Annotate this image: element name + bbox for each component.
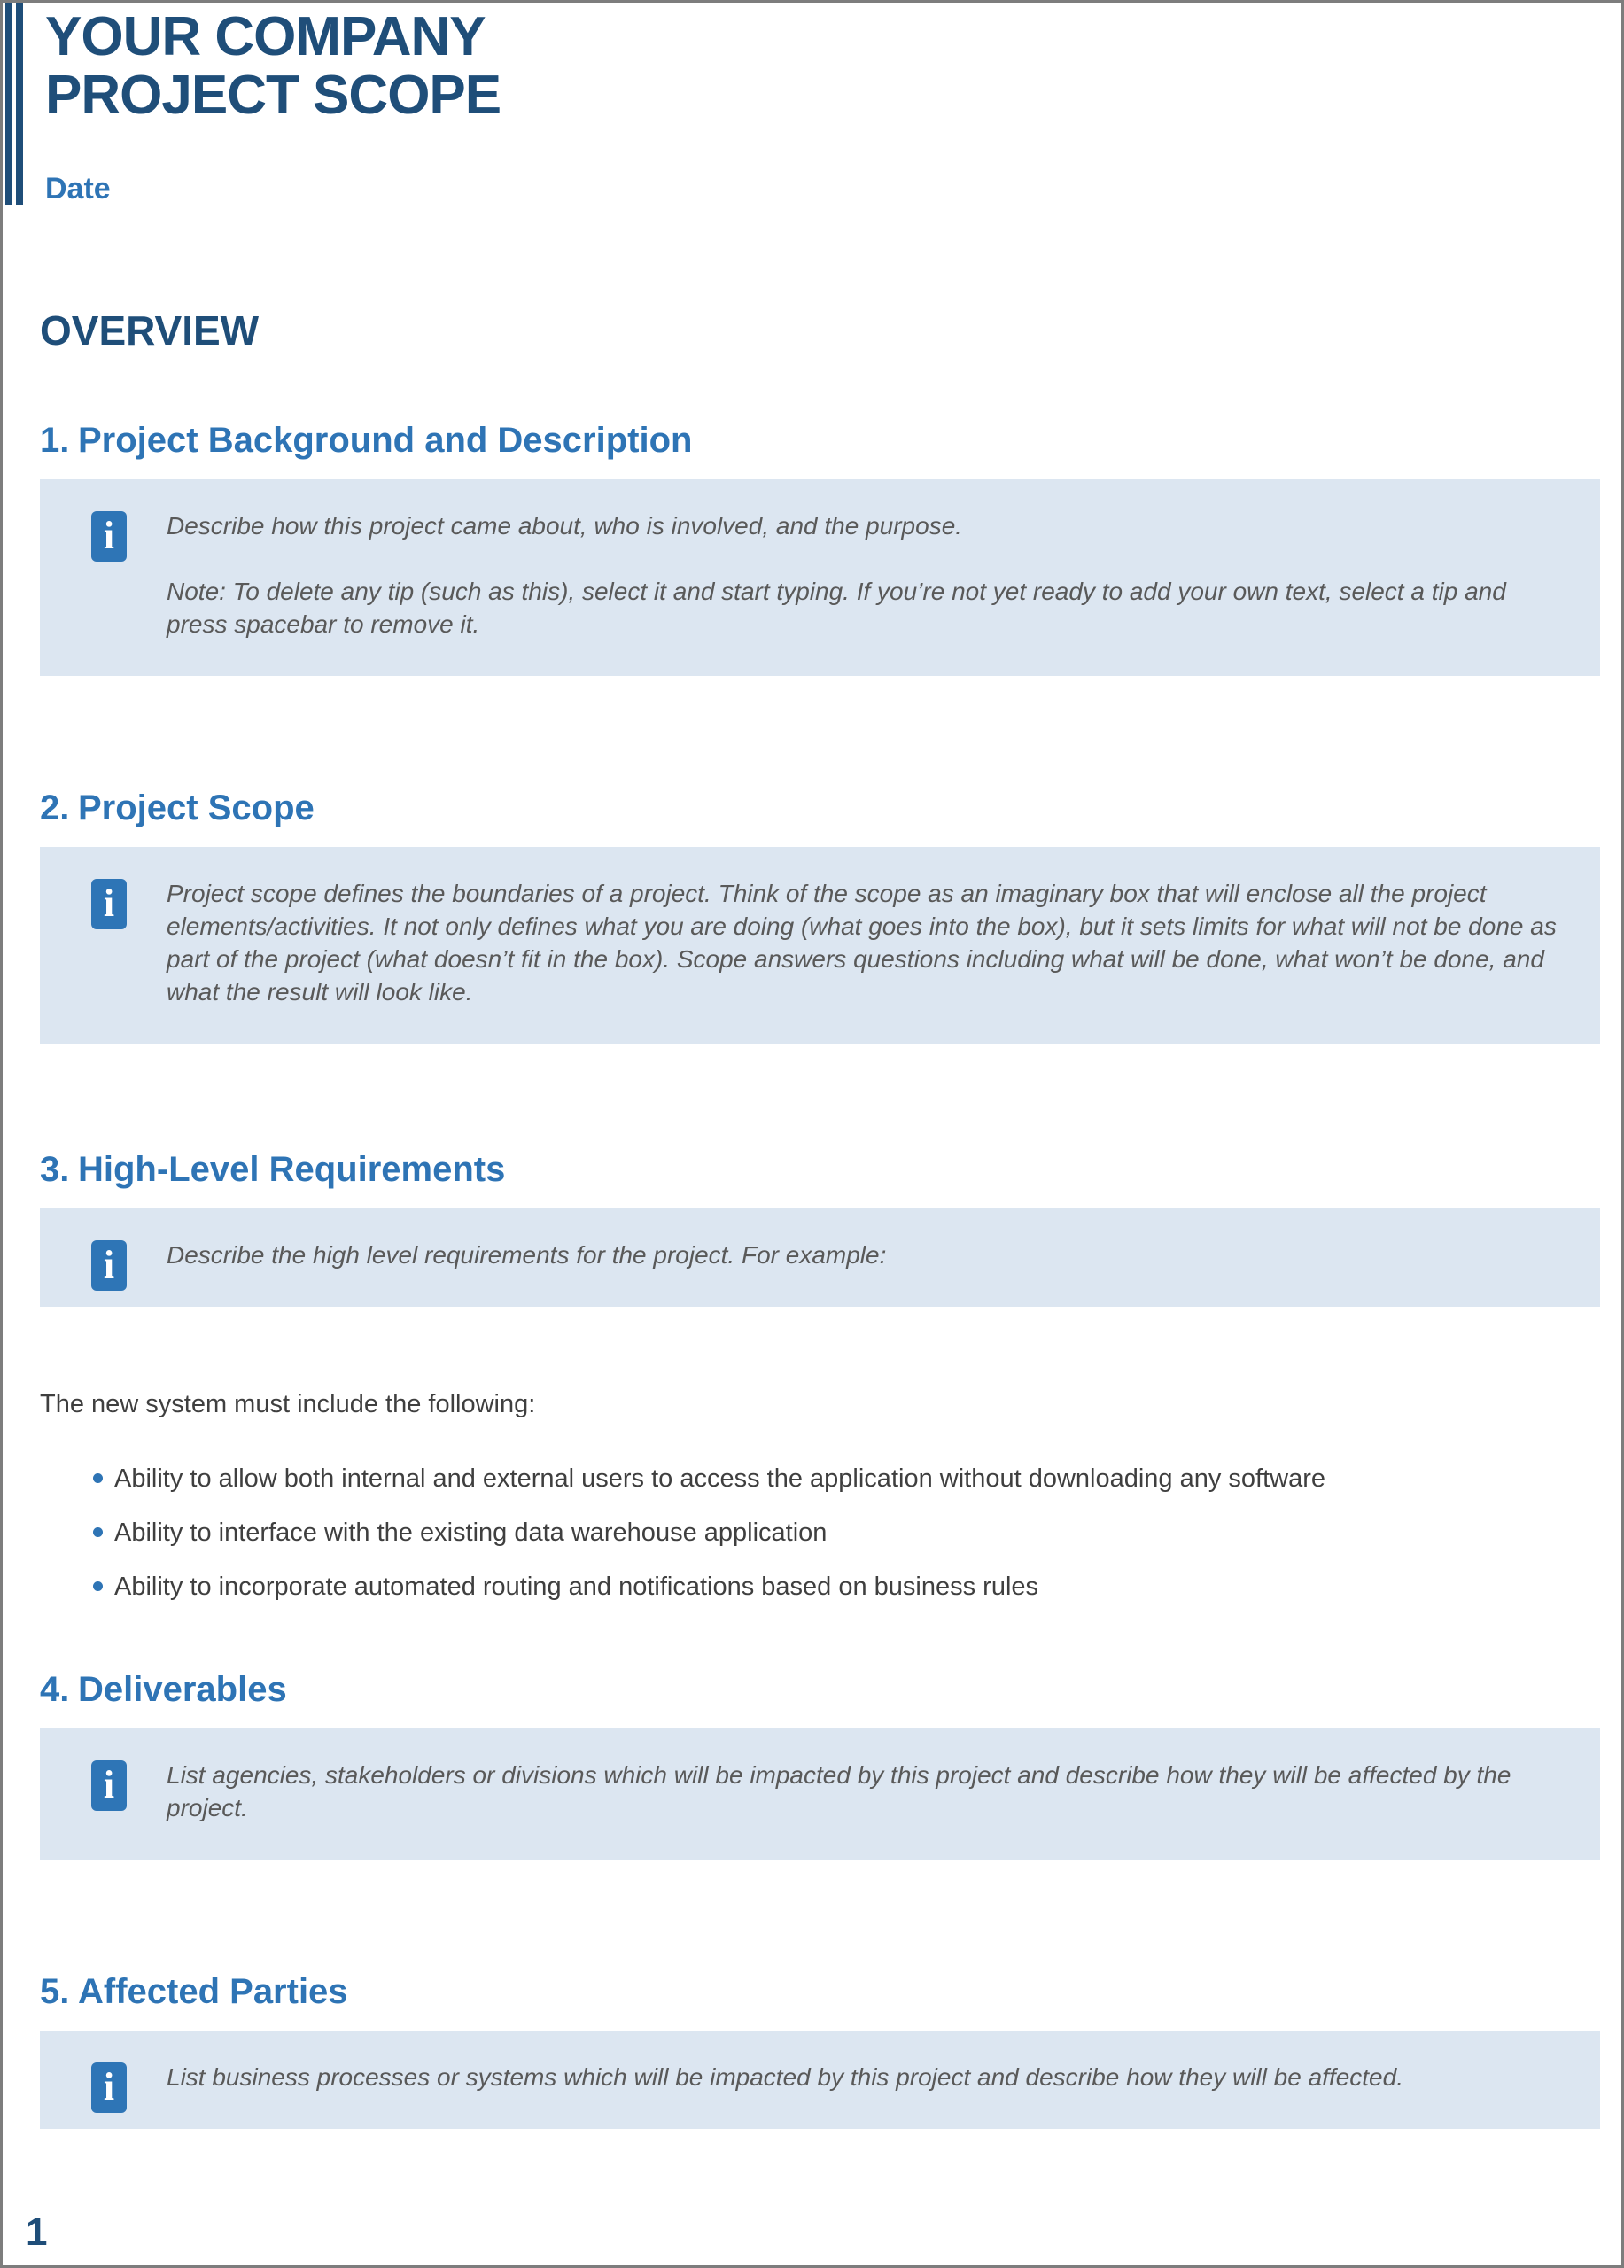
tip-text: Project scope defines the boundaries of a project. Think of the scope as an imaginary box that will enclose all the project elements/activities. It not only defines what you are doing (what goes into the box), but it sets limits for what will not be done as part of the project (what doesn’t fit in the box). Scope answers questions including what will be done, what won’t be done, and what the result will look like. <box>167 880 1557 1006</box>
section-heading-3 <box>40 1148 1600 1191</box>
requirement-item: Ability to incorporate automated routing and notifications based on business rules <box>40 1571 1600 1603</box>
section-title: Project Background and Description <box>78 421 693 460</box>
tip-text: List business processes or systems which will be impacted by this project and describe how they will be affected. <box>167 2063 1403 2091</box>
tip-box-5 <box>40 2031 1600 2129</box>
accent-bar <box>5 3 12 205</box>
accent-bar <box>16 3 23 205</box>
section-number: 1. <box>40 421 70 460</box>
requirements-list <box>40 1463 1600 1603</box>
tip-text: Describe how this project came about, who is involved, and the purpose. <box>167 512 963 540</box>
requirement-item: Ability to allow both internal and external users to access the application without downloading any software <box>40 1463 1600 1495</box>
tip-box-4 <box>40 1728 1600 1860</box>
requirements-intro: The new system must include the following: <box>40 1390 536 1418</box>
tip-text: List agencies, stakeholders or divisions which will be impacted by this project and describe how they will be affected by the project. <box>167 1761 1511 1821</box>
section-title: Deliverables <box>78 1670 287 1709</box>
title-line-2: PROJECT SCOPE <box>45 65 501 126</box>
section-title: Project Scope <box>78 788 315 827</box>
tip-box-1 <box>40 479 1600 676</box>
section-title: High-Level Requirements <box>78 1150 506 1189</box>
header-accent-bars <box>3 3 29 205</box>
document-title <box>45 8 1600 125</box>
tip-box-3 <box>40 1208 1600 1307</box>
section-heading-2 <box>40 787 1600 829</box>
info-icon: i <box>91 879 127 929</box>
title-line-1: YOUR COMPANY <box>45 6 486 67</box>
section-heading-4 <box>40 1668 1600 1711</box>
page-number: 1 <box>26 2210 48 2254</box>
overview-heading: OVERVIEW <box>40 307 260 353</box>
section-number: 5. <box>40 1972 70 2011</box>
date-placeholder: Date <box>45 172 111 206</box>
section-heading-5 <box>40 1970 1600 2013</box>
section-heading-1 <box>40 419 1600 462</box>
info-icon: i <box>91 1240 127 1291</box>
section-number: 4. <box>40 1670 70 1709</box>
section-title: Affected Parties <box>78 1972 348 2011</box>
section-number: 3. <box>40 1150 70 1189</box>
tip-text: Describe the high level requirements for the project. For example: <box>167 1241 887 1269</box>
tip-note-text: Note: To delete any tip (such as this), select it and start typing. If you’re not yet ready to add your own text, select a tip and press spacebar to remove it. <box>167 578 1506 638</box>
document-header <box>45 3 1600 206</box>
requirement-item: Ability to interface with the existing data warehouse application <box>40 1517 1600 1549</box>
info-icon: i <box>91 511 127 562</box>
info-icon: i <box>91 2062 127 2113</box>
info-icon: i <box>91 1760 127 1811</box>
tip-box-2 <box>40 847 1600 1044</box>
section-number: 2. <box>40 788 70 827</box>
